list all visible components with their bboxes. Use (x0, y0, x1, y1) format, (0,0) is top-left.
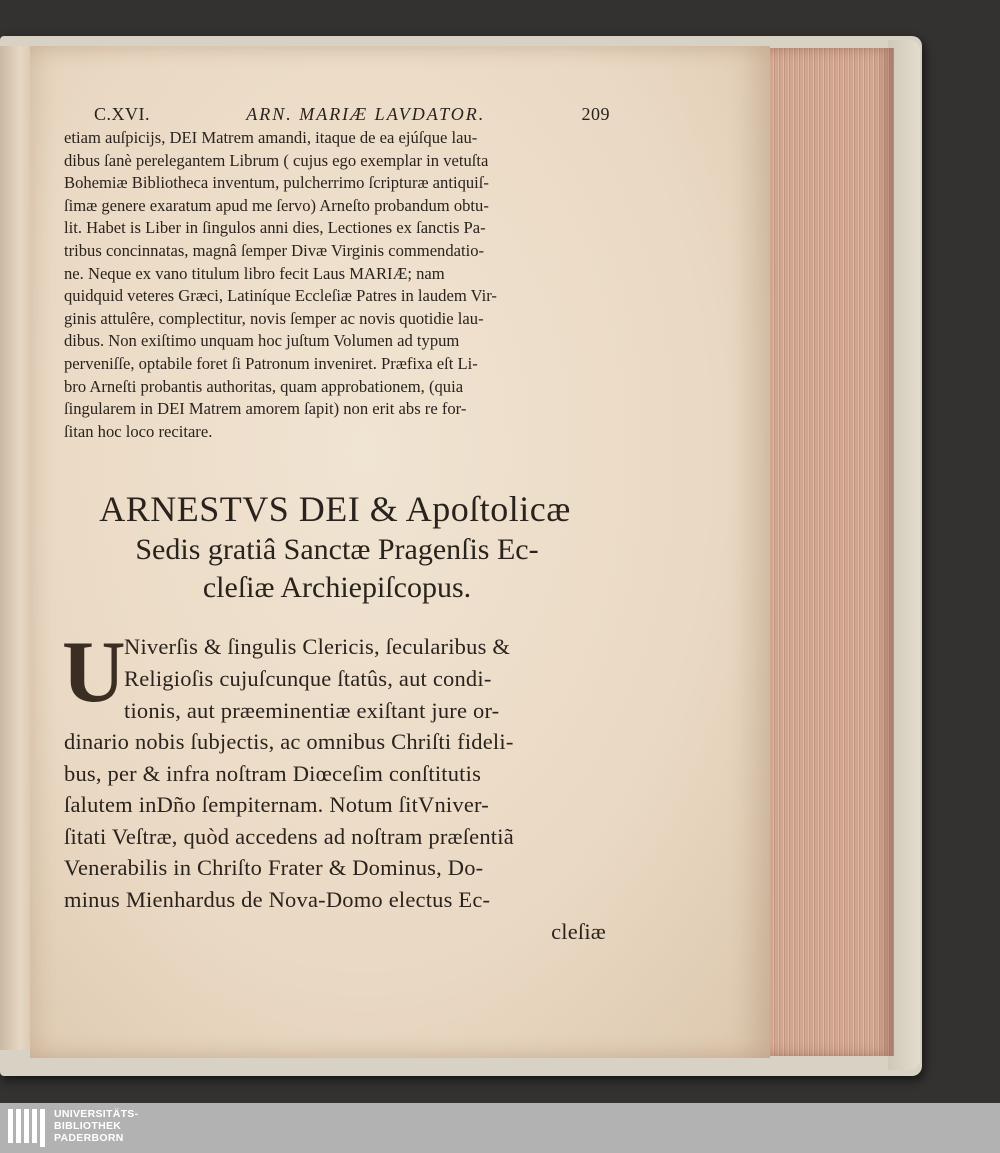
charter-line: dinario nobis ſubjectis, ac omnibus Chriſti fideli- (64, 729, 514, 755)
charter-line: Religioſis cujuſcunque ſtatûs, aut condi- (124, 665, 492, 691)
library-name-line-1: UNIVERSITÄTS- (54, 1108, 139, 1120)
body-line: ſingularem in DEI Matrem amorem ſapit) non erit abs re for- (64, 399, 467, 419)
body-line: etiam auſpicijs, DEI Matrem amandi, itaque de ea ejúſque lau- (64, 128, 478, 147)
library-name-line-3: PADERBORN (54, 1132, 124, 1144)
facing-page-edge (0, 46, 34, 1050)
library-name (54, 1108, 138, 1144)
charter-line: bus, per & infra noſtram Diœceſim conſtitutis (64, 760, 482, 786)
charter-line: tionis, aut præeminentiæ exiſtant jure or- (124, 697, 500, 723)
title-line-3: cleſiæ Archiepiſcopus. (202, 571, 472, 605)
body-line: Bohemiæ Bibliotheca inventum, pulcherrimo ſcripturæ antiquiſ- (64, 173, 489, 193)
body-paragraph (64, 127, 610, 443)
title-line-1: ARNESTVS DEI & Apoſtolicæ (99, 489, 571, 530)
page-block-edge (762, 48, 894, 1056)
body-line: dibus. Non exiſtimo unquam hoc juſtum Volumen ad typum (64, 331, 460, 351)
section-title (64, 487, 610, 607)
body-line: quidquid veteres Græci, Latiníque Eccleſiæ Patres in laudem Vir- (64, 286, 497, 306)
body-line: lit. Habet is Liber in ſingulos anni dies, Lectiones ex ſanctis Pa- (64, 218, 486, 238)
body-line: ſimæ genere exaratum apud me ſervo) Arneſto probandum obtu- (64, 195, 489, 215)
body-line: perveniſſe, optabile foret ſi Patronum inveniret. Præfixa eſt Li- (64, 353, 478, 373)
page-number: 209 (581, 104, 610, 124)
body-line: bro Arneſti probantis authoritas, quam approbationem, (quia (64, 376, 464, 396)
charter-line: Venerabilis in Chriſto Frater & Dominus, Do- (64, 855, 484, 881)
library-logo-icon (8, 1109, 48, 1147)
charter-text (62, 624, 610, 947)
catchword: cleſiæ (551, 918, 606, 944)
charter-line: ſitati Veſtræ, quòd accedens ad noſtram præſentiã (64, 823, 514, 849)
footer-bar (0, 1103, 1000, 1153)
body-line: dibus ſanè perelegantem Librum ( cujus ego exemplar in vetuſta (64, 150, 489, 170)
title-line-2: Sedis gratiâ Sanctæ Pragenſis Ec- (135, 533, 539, 567)
chapter-number: C.XVI. (94, 104, 150, 124)
body-line: ſitan hoc loco recitare. (64, 421, 213, 441)
body-line: ne. Neque ex vano titulum libro fecit Laus MARIÆ; nam (64, 263, 445, 283)
library-name-line-2: BIBLIOTHEK (54, 1120, 122, 1132)
charter-line: Niverſis & ſingulis Clericis, ſecularibus & (124, 634, 511, 660)
body-line: ginis attulêre, complectitur, novis ſemper ac novis quotidie lau- (64, 308, 484, 328)
running-header (94, 104, 610, 125)
drop-cap-initial: U (62, 624, 126, 722)
running-title: ARN. MARIÆ LAVDATOR. (246, 104, 486, 124)
body-line: tribus concinnatas, magnâ ſemper Divæ Virginis commendatio- (64, 240, 485, 260)
page-text (64, 104, 610, 947)
charter-line: minus Mienhardus de Nova-Domo electus Ec- (64, 887, 491, 913)
charter-line: ſalutem inDño ſempiternam. Notum ſitVniver- (64, 792, 489, 818)
